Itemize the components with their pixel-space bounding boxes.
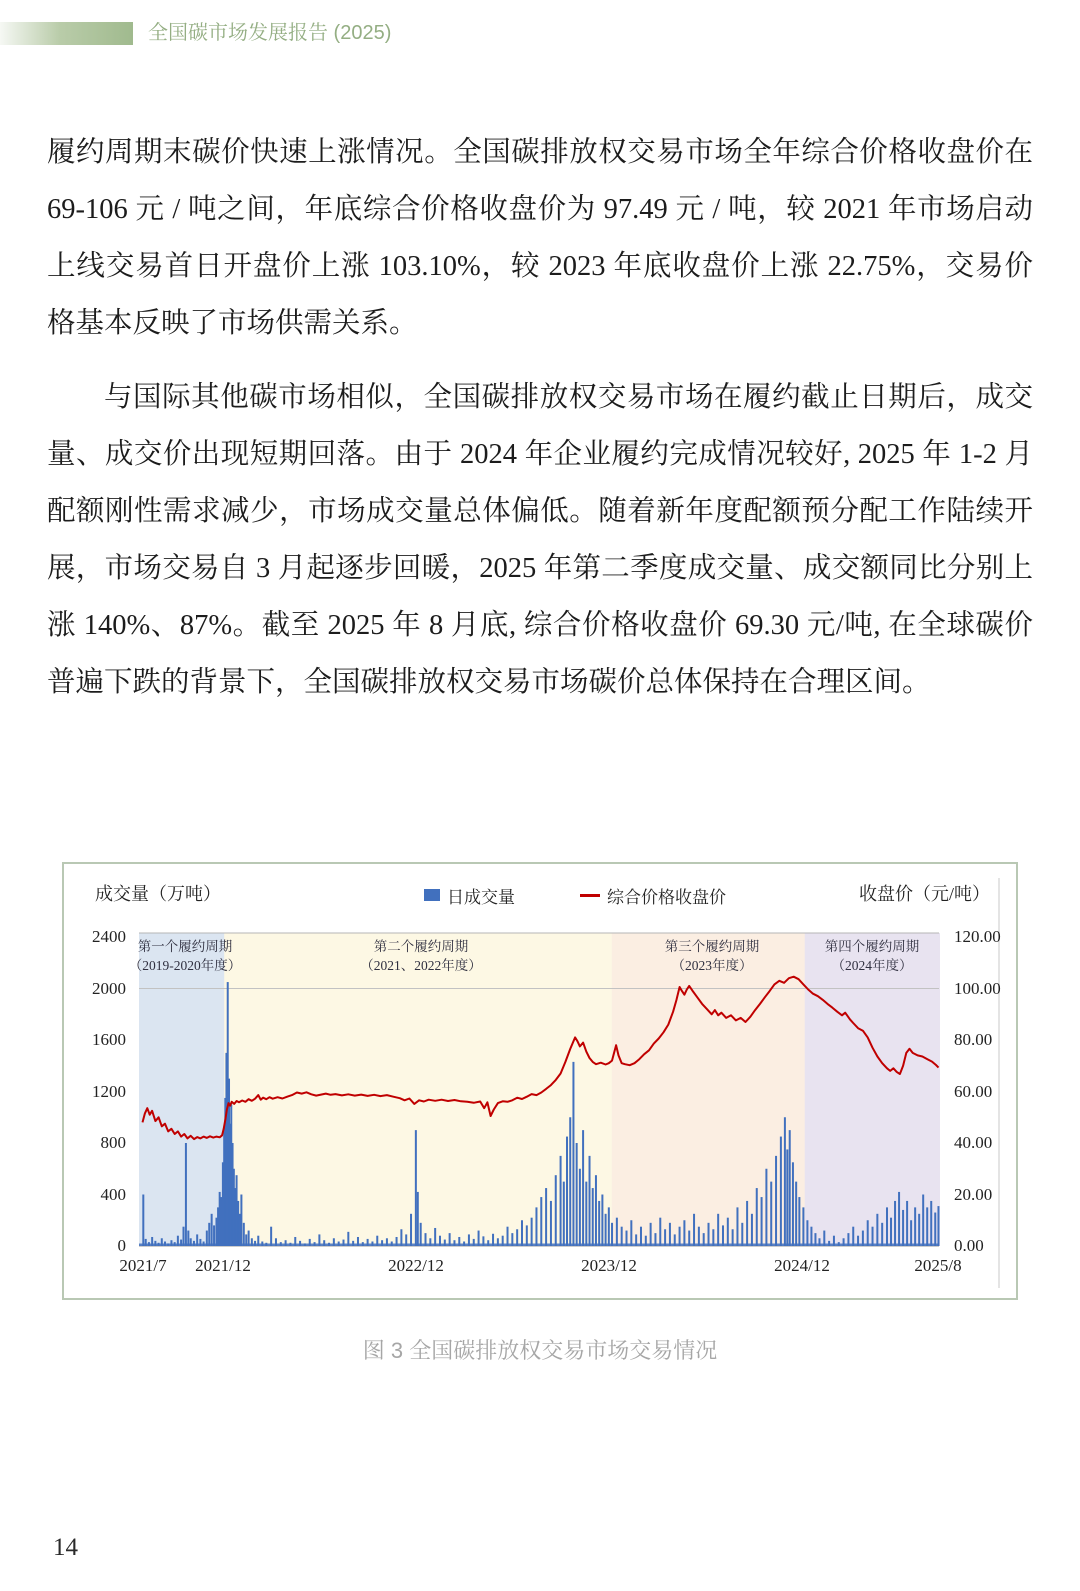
volume-swatch-icon bbox=[424, 889, 440, 901]
volume-bar bbox=[164, 1241, 166, 1246]
volume-bar bbox=[170, 1240, 172, 1246]
volume-bar bbox=[323, 1240, 325, 1246]
volume-bar bbox=[417, 1192, 419, 1246]
article-body bbox=[47, 124, 1033, 728]
period-band bbox=[805, 933, 940, 1246]
volume-bar bbox=[862, 1231, 864, 1246]
volume-bar bbox=[645, 1236, 647, 1246]
volume-bar bbox=[516, 1229, 518, 1246]
paragraph: 与国际其他碳市场相似，全国碳排放权交易市场在履约截止日期后，成交量、成交价出现短期回落。由于 2024 年企业履约完成情况较好, 2025 年 1-2 月配额刚性需求减少，市场成交量总体偏低。随着新年度配额预分配工作陆续开展，市场交易自 3 月起逐步回暖，2025 年第二季度成交量、成交额同比分别上涨 140%、87%。截至 2025 年 8 月底, 综合价格收盘价 69.30 元/吨, 在全球碳价普遍下跌的背景下，全国碳排放权交易市场碳价总体保持在合理区间。 bbox=[47, 382, 1033, 698]
volume-bar bbox=[669, 1223, 671, 1246]
volume-bar bbox=[576, 1143, 578, 1246]
volume-bar bbox=[511, 1233, 513, 1246]
volume-bar bbox=[918, 1214, 920, 1246]
y-left-tick: 0 bbox=[117, 1236, 126, 1255]
volume-bar bbox=[254, 1241, 256, 1246]
volume-bar bbox=[736, 1207, 738, 1246]
volume-bar bbox=[478, 1231, 480, 1246]
volume-bar bbox=[789, 1130, 791, 1246]
volume-bar bbox=[775, 1156, 777, 1246]
volume-bar bbox=[708, 1223, 710, 1246]
volume-bar bbox=[526, 1225, 528, 1246]
volume-bar bbox=[362, 1242, 364, 1246]
volume-bar bbox=[786, 1149, 788, 1246]
volume-bar bbox=[572, 1062, 574, 1246]
volume-bar bbox=[934, 1213, 936, 1246]
volume-bar bbox=[898, 1192, 900, 1246]
volume-bar bbox=[211, 1214, 213, 1246]
volume-bar bbox=[148, 1242, 150, 1246]
volume-bar bbox=[425, 1233, 427, 1246]
period-band-label: 第三个履约周期 （2023年度） bbox=[664, 939, 760, 973]
volume-bar bbox=[926, 1207, 928, 1246]
volume-bar bbox=[299, 1241, 301, 1246]
volume-bar bbox=[386, 1238, 388, 1246]
volume-bar bbox=[751, 1214, 753, 1246]
y-right-tick: 40.00 bbox=[954, 1133, 993, 1152]
y-right-tick: 80.00 bbox=[954, 1030, 993, 1049]
period-band bbox=[224, 933, 619, 1246]
volume-bar bbox=[333, 1238, 335, 1246]
volume-bar bbox=[910, 1220, 912, 1246]
volume-bar bbox=[270, 1227, 272, 1246]
volume-bar bbox=[240, 1195, 242, 1247]
volume-bar bbox=[400, 1229, 402, 1246]
volume-bar bbox=[589, 1156, 591, 1246]
volume-bar bbox=[930, 1201, 932, 1246]
volume-bar bbox=[507, 1227, 509, 1246]
volume-bar bbox=[535, 1207, 537, 1246]
volume-bar bbox=[304, 1243, 306, 1246]
volume-bar bbox=[294, 1237, 296, 1246]
y-left-tick: 2000 bbox=[92, 978, 126, 998]
volume-bar bbox=[167, 1243, 169, 1246]
volume-bar bbox=[193, 1241, 195, 1246]
volume-bar bbox=[275, 1238, 277, 1246]
volume-bar bbox=[717, 1214, 719, 1246]
volume-bar bbox=[693, 1214, 695, 1246]
volume-bar bbox=[502, 1236, 504, 1246]
volume-bar bbox=[521, 1220, 523, 1246]
volume-bar bbox=[650, 1223, 652, 1246]
volume-bar bbox=[145, 1239, 147, 1246]
volume-bar bbox=[823, 1231, 825, 1246]
volume-bar bbox=[468, 1234, 470, 1246]
volume-bar bbox=[550, 1201, 552, 1246]
volume-bar bbox=[780, 1137, 782, 1246]
volume-bar bbox=[761, 1197, 763, 1246]
x-tick: 2021/7 bbox=[119, 1256, 167, 1275]
volume-bar bbox=[828, 1241, 830, 1246]
left-axis-title: 成交量（万吨） bbox=[95, 884, 221, 904]
volume-bar bbox=[343, 1240, 345, 1246]
x-tick: 2025/8 bbox=[914, 1256, 962, 1275]
volume-bar bbox=[756, 1188, 758, 1246]
volume-bar bbox=[285, 1240, 287, 1246]
volume-bar bbox=[257, 1236, 259, 1246]
volume-bar bbox=[679, 1227, 681, 1246]
volume-bar bbox=[698, 1227, 700, 1246]
volume-bar bbox=[405, 1234, 407, 1246]
volume-bar bbox=[906, 1201, 908, 1246]
volume-bar bbox=[608, 1207, 610, 1246]
volume-bar bbox=[434, 1228, 436, 1246]
volume-bar bbox=[640, 1227, 642, 1246]
volume-bar bbox=[352, 1241, 354, 1246]
volume-bar bbox=[497, 1238, 499, 1246]
volume-bar bbox=[654, 1233, 656, 1246]
volume-bar bbox=[852, 1227, 854, 1246]
volume-bar bbox=[154, 1241, 156, 1246]
volume-bar bbox=[585, 1182, 587, 1246]
volume-bar bbox=[142, 1195, 144, 1247]
volume-bar bbox=[886, 1207, 888, 1246]
volume-bar bbox=[367, 1239, 369, 1246]
volume-bar bbox=[410, 1214, 412, 1246]
volume-bar bbox=[444, 1240, 446, 1246]
report-title: 全国碳市场发展报告 (2025) bbox=[148, 22, 392, 44]
volume-bar bbox=[371, 1241, 373, 1246]
volume-bar bbox=[598, 1201, 600, 1246]
volume-bar bbox=[894, 1201, 896, 1246]
volume-bar bbox=[595, 1175, 597, 1246]
volume-bar bbox=[391, 1241, 393, 1246]
volume-bar bbox=[765, 1169, 767, 1246]
volume-bar bbox=[458, 1237, 460, 1246]
volume-bar bbox=[245, 1234, 247, 1246]
x-tick: 2023/12 bbox=[581, 1256, 637, 1275]
y-left-tick: 800 bbox=[100, 1133, 126, 1152]
volume-bar bbox=[712, 1229, 714, 1246]
volume-bar bbox=[626, 1231, 628, 1246]
volume-bar bbox=[203, 1241, 205, 1246]
volume-bar bbox=[792, 1162, 794, 1246]
volume-bar bbox=[328, 1243, 330, 1246]
volume-bar bbox=[151, 1237, 153, 1246]
volume-bar bbox=[890, 1218, 892, 1246]
period-band-label: 第四个履约周期 （2024年度） bbox=[824, 939, 920, 973]
volume-bar bbox=[251, 1238, 253, 1246]
volume-bar bbox=[659, 1218, 661, 1246]
volume-bar bbox=[674, 1234, 676, 1246]
volume-bar bbox=[664, 1229, 666, 1246]
volume-bar bbox=[635, 1234, 637, 1246]
volume-bar bbox=[174, 1242, 176, 1246]
volume-bar bbox=[605, 1214, 607, 1246]
volume-bar bbox=[482, 1236, 484, 1246]
volume-bar bbox=[582, 1130, 584, 1246]
x-tick: 2021/12 bbox=[195, 1256, 251, 1275]
volume-bar bbox=[492, 1234, 494, 1246]
volume-bar bbox=[309, 1239, 311, 1246]
volume-bar bbox=[833, 1236, 835, 1246]
volume-bar bbox=[784, 1117, 786, 1246]
volume-bar bbox=[867, 1220, 869, 1246]
y-left-tick: 2400 bbox=[92, 927, 126, 946]
volume-bar bbox=[463, 1241, 465, 1246]
x-tick: 2024/12 bbox=[774, 1256, 830, 1275]
volume-bar bbox=[922, 1195, 924, 1247]
volume-bar bbox=[722, 1225, 724, 1246]
volume-bar bbox=[914, 1207, 916, 1246]
y-right-tick: 0.00 bbox=[954, 1236, 984, 1255]
volume-bar bbox=[381, 1240, 383, 1246]
volume-bar bbox=[248, 1231, 250, 1246]
volume-bar bbox=[545, 1188, 547, 1246]
volume-bar bbox=[732, 1229, 734, 1246]
volume-bar bbox=[937, 1206, 939, 1246]
volume-bar bbox=[318, 1234, 320, 1246]
volume-bar bbox=[531, 1218, 533, 1246]
volume-bar bbox=[872, 1227, 874, 1246]
volume-bar bbox=[177, 1236, 179, 1246]
volume-bar bbox=[213, 1225, 215, 1246]
volume-bar bbox=[429, 1238, 431, 1246]
volume-bar bbox=[876, 1214, 878, 1246]
volume-bar bbox=[265, 1243, 267, 1246]
chart-plot bbox=[64, 864, 1016, 1298]
volume-bar bbox=[818, 1238, 820, 1246]
volume-bar bbox=[206, 1231, 208, 1246]
volume-bar bbox=[770, 1182, 772, 1246]
volume-bar bbox=[187, 1231, 189, 1246]
volume-bar bbox=[338, 1241, 340, 1246]
volume-bar bbox=[208, 1223, 210, 1246]
volume-bar bbox=[314, 1242, 316, 1246]
y-right-tick: 60.00 bbox=[954, 1081, 993, 1101]
volume-bar bbox=[473, 1239, 475, 1246]
volume-bar bbox=[196, 1234, 198, 1246]
volume-bar bbox=[814, 1233, 816, 1246]
volume-bar bbox=[847, 1233, 849, 1246]
volume-bar bbox=[881, 1223, 883, 1246]
volume-bar bbox=[601, 1195, 603, 1247]
volume-bar bbox=[838, 1242, 840, 1246]
volume-bar bbox=[857, 1236, 859, 1246]
page-number: 14 bbox=[53, 1534, 78, 1561]
volume-bar bbox=[199, 1239, 201, 1246]
volume-bar bbox=[746, 1201, 748, 1246]
volume-bar bbox=[453, 1240, 455, 1246]
volume-bar bbox=[611, 1223, 613, 1246]
paragraph: 履约周期末碳价快速上涨情况。全国碳排放权交易市场全年综合价格收盘价在 69-106 元 / 吨之间，年底综合价格收盘价为 97.49 元 / 吨，较 2021 年市场启动上线交易首日开盘价上涨 103.10%，较 2023 年底收盘价上涨 22.75%，交易价格基本反映了市场供需关系。 bbox=[47, 137, 1033, 339]
volume-bar bbox=[420, 1223, 422, 1246]
figure-caption: 图 3 全国碳排放权交易市场交易情况 bbox=[362, 1338, 718, 1363]
legend-volume: 日成交量 bbox=[424, 886, 515, 904]
volume-bar bbox=[185, 1143, 187, 1246]
volume-bar bbox=[280, 1242, 282, 1246]
volume-bar bbox=[616, 1218, 618, 1246]
volume-bar bbox=[487, 1240, 489, 1246]
y-left-tick: 1600 bbox=[92, 1030, 126, 1049]
volume-bar bbox=[688, 1231, 690, 1246]
volume-bar bbox=[161, 1238, 163, 1246]
volume-bar bbox=[563, 1182, 565, 1246]
volume-bar bbox=[449, 1233, 451, 1246]
volume-bar bbox=[703, 1233, 705, 1246]
volume-bar bbox=[289, 1243, 291, 1246]
volume-bar bbox=[347, 1232, 349, 1246]
header-accent-bar bbox=[0, 22, 133, 45]
period-band-label: 第一个履约周期 （2019-2020年度） bbox=[128, 939, 242, 973]
y-right-tick: 100.00 bbox=[954, 978, 1001, 998]
volume-bar bbox=[357, 1237, 359, 1246]
volume-bar bbox=[560, 1156, 562, 1246]
volume-bar bbox=[569, 1117, 571, 1246]
volume-bar bbox=[806, 1220, 808, 1246]
y-right-tick: 120.00 bbox=[954, 927, 1001, 946]
volume-bar bbox=[190, 1238, 192, 1246]
price-dash-icon bbox=[580, 894, 600, 897]
volume-bar bbox=[261, 1241, 263, 1246]
figure-chart bbox=[62, 862, 1018, 1300]
volume-bar bbox=[540, 1197, 542, 1246]
volume-bar bbox=[741, 1223, 743, 1246]
volume-bar bbox=[415, 1130, 417, 1246]
volume-bar bbox=[795, 1182, 797, 1246]
chart-canvas bbox=[64, 864, 1016, 1298]
volume-bar bbox=[683, 1220, 685, 1246]
volume-bar bbox=[630, 1220, 632, 1246]
volume-bar bbox=[727, 1218, 729, 1246]
volume-bar bbox=[798, 1197, 800, 1246]
y-right-tick: 20.00 bbox=[954, 1184, 993, 1204]
y-left-tick: 1200 bbox=[92, 1081, 126, 1101]
volume-bar bbox=[243, 1223, 245, 1246]
x-tick: 2022/12 bbox=[388, 1256, 444, 1275]
volume-bar bbox=[810, 1227, 812, 1246]
volume-bar bbox=[802, 1207, 804, 1246]
y-left-tick: 400 bbox=[100, 1184, 126, 1204]
volume-bar bbox=[396, 1237, 398, 1246]
volume-bar bbox=[621, 1227, 623, 1246]
volume-bar bbox=[180, 1240, 182, 1246]
volume-bar bbox=[902, 1210, 904, 1246]
volume-bar bbox=[376, 1236, 378, 1246]
volume-bar bbox=[158, 1243, 160, 1246]
volume-bar bbox=[566, 1137, 568, 1246]
volume-bar bbox=[843, 1238, 845, 1246]
volume-bar bbox=[183, 1227, 185, 1246]
legend-price: 综合价格收盘价 bbox=[580, 886, 726, 904]
period-band-label: 第二个履约周期 （2021、2022年度） bbox=[360, 939, 482, 973]
volume-bar bbox=[439, 1236, 441, 1246]
volume-bar bbox=[555, 1175, 557, 1246]
right-axis-title: 收盘价（元/吨） bbox=[858, 884, 990, 904]
volume-bar bbox=[592, 1188, 594, 1246]
volume-bar bbox=[579, 1169, 581, 1246]
